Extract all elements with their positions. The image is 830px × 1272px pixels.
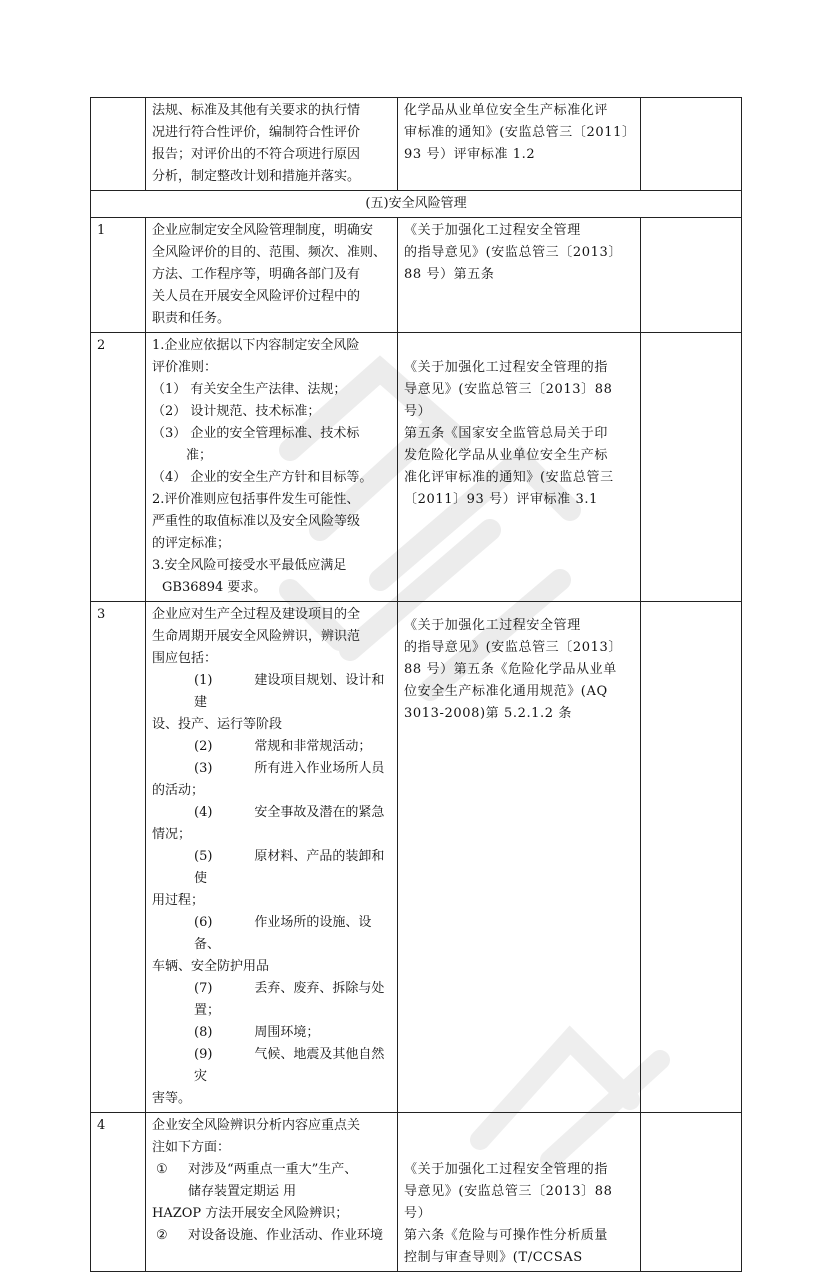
requirement-line: 方法、工作程序等，明确各部门及有 bbox=[152, 267, 361, 282]
reference-line: 审标准的通知》(安监总管三〔2011〕 bbox=[404, 125, 636, 140]
reference-cell bbox=[398, 218, 641, 333]
requirement-line: 注如下方面： bbox=[152, 1140, 231, 1155]
requirement-line: 职责和任务。 bbox=[152, 311, 231, 326]
reference-line: 的指导意见》(安监总管三〔2013〕 bbox=[404, 245, 622, 260]
list-item-number: (4) bbox=[194, 805, 213, 820]
requirement-line: 报告；对评价出的不符合项进行原因 bbox=[152, 147, 361, 162]
requirement-line: 企业应对生产全过程及建设项目的全 bbox=[152, 607, 361, 622]
section-header-row bbox=[91, 191, 742, 218]
reference-line: 导意见》(安监总管三〔2013〕88 号） bbox=[404, 382, 613, 419]
list-item-text: 作业场所的设施、设备、 bbox=[194, 915, 372, 952]
list-item-text: 建设项目规划、设计和建 bbox=[194, 673, 385, 710]
reference-line: 准化评审标准的通知》(安监总管三 bbox=[404, 470, 614, 485]
list-item-number: (1) bbox=[194, 673, 213, 688]
list-item-text: 所有进入作业场所人员 bbox=[254, 761, 385, 776]
requirement-line: 1.企业应依据以下内容制定安全风险 bbox=[152, 338, 360, 353]
reference-line: 控制与审查导则》(T/CCSAS bbox=[404, 1250, 583, 1265]
list-item-number: (6) bbox=[194, 915, 213, 930]
list-item bbox=[152, 758, 391, 780]
requirement-cell bbox=[146, 602, 398, 1113]
table-row bbox=[91, 218, 742, 333]
standards-table bbox=[90, 97, 742, 1272]
list-item-number: ① bbox=[156, 1162, 168, 1177]
row-number-cell bbox=[91, 98, 146, 191]
list-item-text: 对涉及“两重点一重大”生产、 bbox=[188, 1162, 358, 1177]
blank-cell bbox=[641, 333, 742, 602]
requirement-line: HAZOP 方法开展安全风险辨识； bbox=[152, 1206, 349, 1221]
list-item-continuation: 情况； bbox=[152, 827, 192, 842]
table-row bbox=[91, 98, 742, 191]
reference-line: 《关于加强化工过程安全管理的指 bbox=[404, 1162, 609, 1177]
list-item-text: 丢弃、废弃、拆除与处置； bbox=[194, 981, 385, 1018]
list-item-text: 气候、地震及其他自然灾 bbox=[194, 1047, 385, 1084]
blank-cell bbox=[641, 98, 742, 191]
requirement-cell bbox=[146, 218, 398, 333]
requirement-line: 2.评价准则应包括事件发生可能性、 bbox=[152, 492, 360, 507]
reference-line: 93 号）评审标准 1.2 bbox=[404, 147, 536, 162]
list-item-continuation: 害等。 bbox=[152, 1091, 192, 1106]
requirement-line: 的评定标准； bbox=[152, 536, 231, 551]
list-item-text: 周围环境； bbox=[254, 1025, 320, 1040]
reference-line: 88 号）第五条 bbox=[404, 267, 495, 282]
list-item-continuation: 设、投产、运行等阶段 bbox=[152, 717, 283, 732]
reference-line: 第六条《危险与可操作性分析质量 bbox=[404, 1228, 609, 1243]
table-row bbox=[91, 1113, 742, 1272]
requirement-cell bbox=[146, 333, 398, 602]
list-item-continuation: 用过程； bbox=[152, 893, 205, 908]
requirement-line: 企业安全风险辨识分析内容应重点关 bbox=[152, 1118, 361, 1133]
reference-line: 导意见》(安监总管三〔2013〕88 号） bbox=[404, 1184, 613, 1221]
list-item-continuation: 车辆、安全防护用品 bbox=[152, 959, 270, 974]
list-item-number: (7) bbox=[194, 981, 213, 996]
reference-line: 88 号）第五条《危险化学品从业单 bbox=[404, 662, 617, 677]
reference-cell bbox=[398, 333, 641, 602]
requirement-line: 全风险评价的目的、范围、频次、准则、 bbox=[152, 245, 387, 260]
list-item-number: (5) bbox=[194, 849, 213, 864]
list-item-text: 对设备设施、作业活动、作业环境 bbox=[188, 1228, 384, 1243]
reference-line: 发危险化学品从业单位安全生产标 bbox=[404, 448, 609, 463]
list-item bbox=[152, 846, 391, 890]
requirement-cell bbox=[146, 1113, 398, 1272]
reference-line: 3013-2008)第 5.2.1.2 条 bbox=[404, 706, 572, 721]
requirement-line: 评价准则： bbox=[152, 360, 218, 375]
blank-cell bbox=[641, 218, 742, 333]
requirement-line: 3.安全风险可接受水平最低应满足 bbox=[152, 558, 347, 573]
list-item bbox=[152, 1225, 391, 1247]
row-number-cell: 4 bbox=[91, 1113, 146, 1272]
list-item-continuation: 的活动； bbox=[152, 783, 205, 798]
requirement-line: （3） 企业的安全管理标准、技术标 bbox=[152, 426, 360, 441]
reference-line: 《关于加强化工过程安全管理的指 bbox=[404, 360, 609, 375]
list-item-number: (8) bbox=[194, 1025, 213, 1040]
requirement-line: （1） 有关安全生产法律、法规； bbox=[152, 382, 347, 397]
requirement-line: 况进行符合性评价，编制符合性评价 bbox=[152, 125, 361, 140]
reference-cell bbox=[398, 602, 641, 1113]
list-item-text: 安全事故及潜在的紧急 bbox=[254, 805, 385, 820]
reference-line: 〔2011〕93 号）评审标准 3.1 bbox=[404, 492, 598, 507]
list-item bbox=[152, 978, 391, 1022]
requirement-line: （2） 设计规范、技术标准； bbox=[152, 404, 321, 419]
list-item-number: (9) bbox=[194, 1047, 213, 1062]
list-item-number: (2) bbox=[194, 739, 213, 754]
table-row bbox=[91, 602, 742, 1113]
requirement-line: 围应包括： bbox=[152, 651, 218, 666]
table-row bbox=[91, 333, 742, 602]
row-number-cell: 3 bbox=[91, 602, 146, 1113]
requirement-line: 严重性的取值标准以及安全风险等级 bbox=[152, 514, 361, 529]
requirement-line: （4） 企业的安全生产方针和目标等。 bbox=[152, 470, 373, 485]
reference-cell bbox=[398, 1113, 641, 1272]
requirement-line: 企业应制定安全风险管理制度，明确安 bbox=[152, 223, 374, 238]
reference-line: 化学品从业单位安全生产标准化评 bbox=[404, 103, 609, 118]
row-number-cell: 1 bbox=[91, 218, 146, 333]
requirement-line: 分析，制定整改计划和措施并落实。 bbox=[152, 169, 361, 184]
row-number-cell: 2 bbox=[91, 333, 146, 602]
reference-line: 的指导意见》(安监总管三〔2013〕 bbox=[404, 640, 622, 655]
list-item bbox=[152, 1159, 391, 1181]
list-item-text: 常规和非常规活动； bbox=[254, 739, 372, 754]
list-item bbox=[152, 1022, 391, 1044]
requirement-line: 准； bbox=[186, 448, 213, 463]
section-title: (五)安全风险管理 bbox=[91, 191, 742, 218]
requirement-cell bbox=[146, 98, 398, 191]
blank-cell bbox=[641, 1113, 742, 1272]
list-item bbox=[152, 912, 391, 956]
requirement-line: GB36894 要求。 bbox=[162, 580, 267, 595]
reference-line: 第五条《国家安全监管总局关于印 bbox=[404, 426, 609, 441]
requirement-line: 关人员在开展安全风险评价过程中的 bbox=[152, 289, 361, 304]
blank-cell bbox=[641, 602, 742, 1113]
reference-cell bbox=[398, 98, 641, 191]
list-item-text: 原材料、产品的装卸和使 bbox=[194, 849, 385, 886]
list-item bbox=[152, 1044, 391, 1088]
list-item bbox=[152, 670, 391, 714]
requirement-line: 生命周期开展安全风险辨识，辨识范 bbox=[152, 629, 361, 644]
requirement-line: 法规、标准及其他有关要求的执行情 bbox=[152, 103, 361, 118]
list-item bbox=[152, 802, 391, 824]
reference-line: 《关于加强化工过程安全管理 bbox=[404, 223, 581, 238]
list-item-continuation: 储存装置定期运 用 bbox=[188, 1184, 297, 1199]
reference-line: 《关于加强化工过程安全管理 bbox=[404, 618, 581, 633]
reference-line: 位安全生产标准化通用规范》(AQ bbox=[404, 684, 608, 699]
list-item-number: ② bbox=[156, 1228, 168, 1243]
list-item-number: (3) bbox=[194, 761, 213, 776]
list-item bbox=[152, 736, 391, 758]
